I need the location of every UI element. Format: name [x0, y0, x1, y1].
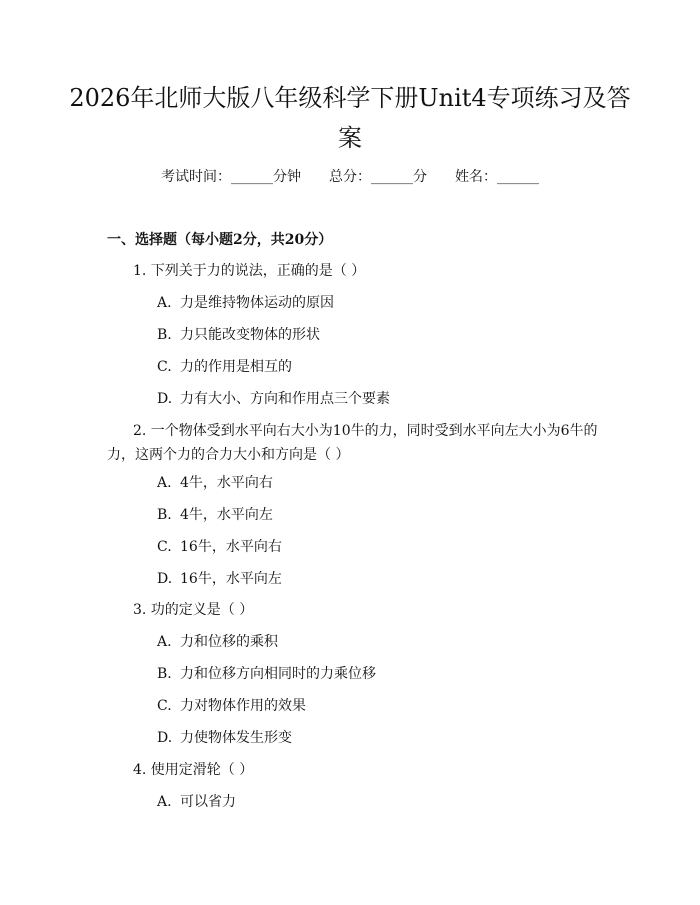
option-text: 力对物体作用的效果: [180, 698, 306, 714]
question-1-option-b: [157, 324, 320, 346]
option-label: A.: [157, 295, 172, 311]
option-text: 力和位移的乘积: [180, 634, 278, 650]
exam-time-field: 考试时间：______分钟: [161, 169, 301, 185]
option-text: 4牛，水平向右: [180, 475, 273, 491]
option-label: D.: [157, 571, 173, 587]
option-label: B.: [157, 327, 172, 343]
option-label: C.: [157, 698, 172, 714]
question-3-option-c: [157, 695, 306, 717]
option-label: D.: [157, 391, 173, 407]
option-label: A.: [157, 634, 172, 650]
question-4-option-a: [157, 791, 236, 813]
option-text: 可以省力: [180, 794, 236, 810]
option-text: 力使物体发生形变: [180, 730, 292, 746]
question-1-option-c: [157, 356, 292, 378]
question-3-option-a: [157, 631, 278, 653]
option-label: B.: [157, 507, 172, 523]
question-1: 1. 下列关于力的说法，正确的是（ ）: [133, 263, 366, 279]
question-2-option-a: [157, 472, 273, 494]
total-score-field: 总分：______分: [329, 169, 427, 185]
question-2: 2. 一个物体受到水平向右大小为10牛的力，同时受到水平向左大小为6牛的力，这两个力的合力大小和方向是（ ）: [107, 423, 598, 463]
question-3-option-b: [157, 663, 376, 685]
option-text: 力和位移方向相同时的力乘位移: [180, 666, 376, 682]
question-3: 3. 功的定义是（ ）: [133, 602, 254, 618]
section-heading: 一、选择题（每小题2分，共20分）: [107, 232, 333, 248]
option-label: A.: [157, 794, 172, 810]
question-1-option-d: [157, 388, 390, 410]
page-title: 2026年北师大版八年级科学下册Unit4专项练习及答案: [69, 84, 631, 152]
option-text: 力只能改变物体的形状: [180, 327, 320, 343]
option-text: 力有大小、方向和作用点三个要素: [180, 391, 390, 407]
option-text: 4牛，水平向左: [180, 507, 273, 523]
question-1-option-a: [157, 292, 334, 314]
question-2-option-b: [157, 504, 273, 526]
option-label: C.: [157, 539, 172, 555]
question-3-option-d: [157, 727, 292, 749]
option-label: B.: [157, 666, 172, 682]
option-text: 16牛，水平向左: [180, 571, 282, 587]
option-text: 力的作用是相互的: [180, 359, 292, 375]
option-label: D.: [157, 730, 173, 746]
exam-info-line: [0, 166, 700, 188]
option-label: C.: [157, 359, 172, 375]
option-label: A.: [157, 475, 172, 491]
option-text: 力是维持物体运动的原因: [180, 295, 334, 311]
option-text: 16牛，水平向右: [180, 539, 282, 555]
question-4: 4. 使用定滑轮（ ）: [133, 762, 254, 778]
question-2-option-c: [157, 536, 282, 558]
question-2-option-d: [157, 568, 282, 590]
student-name-field: 姓名：______: [455, 169, 539, 185]
